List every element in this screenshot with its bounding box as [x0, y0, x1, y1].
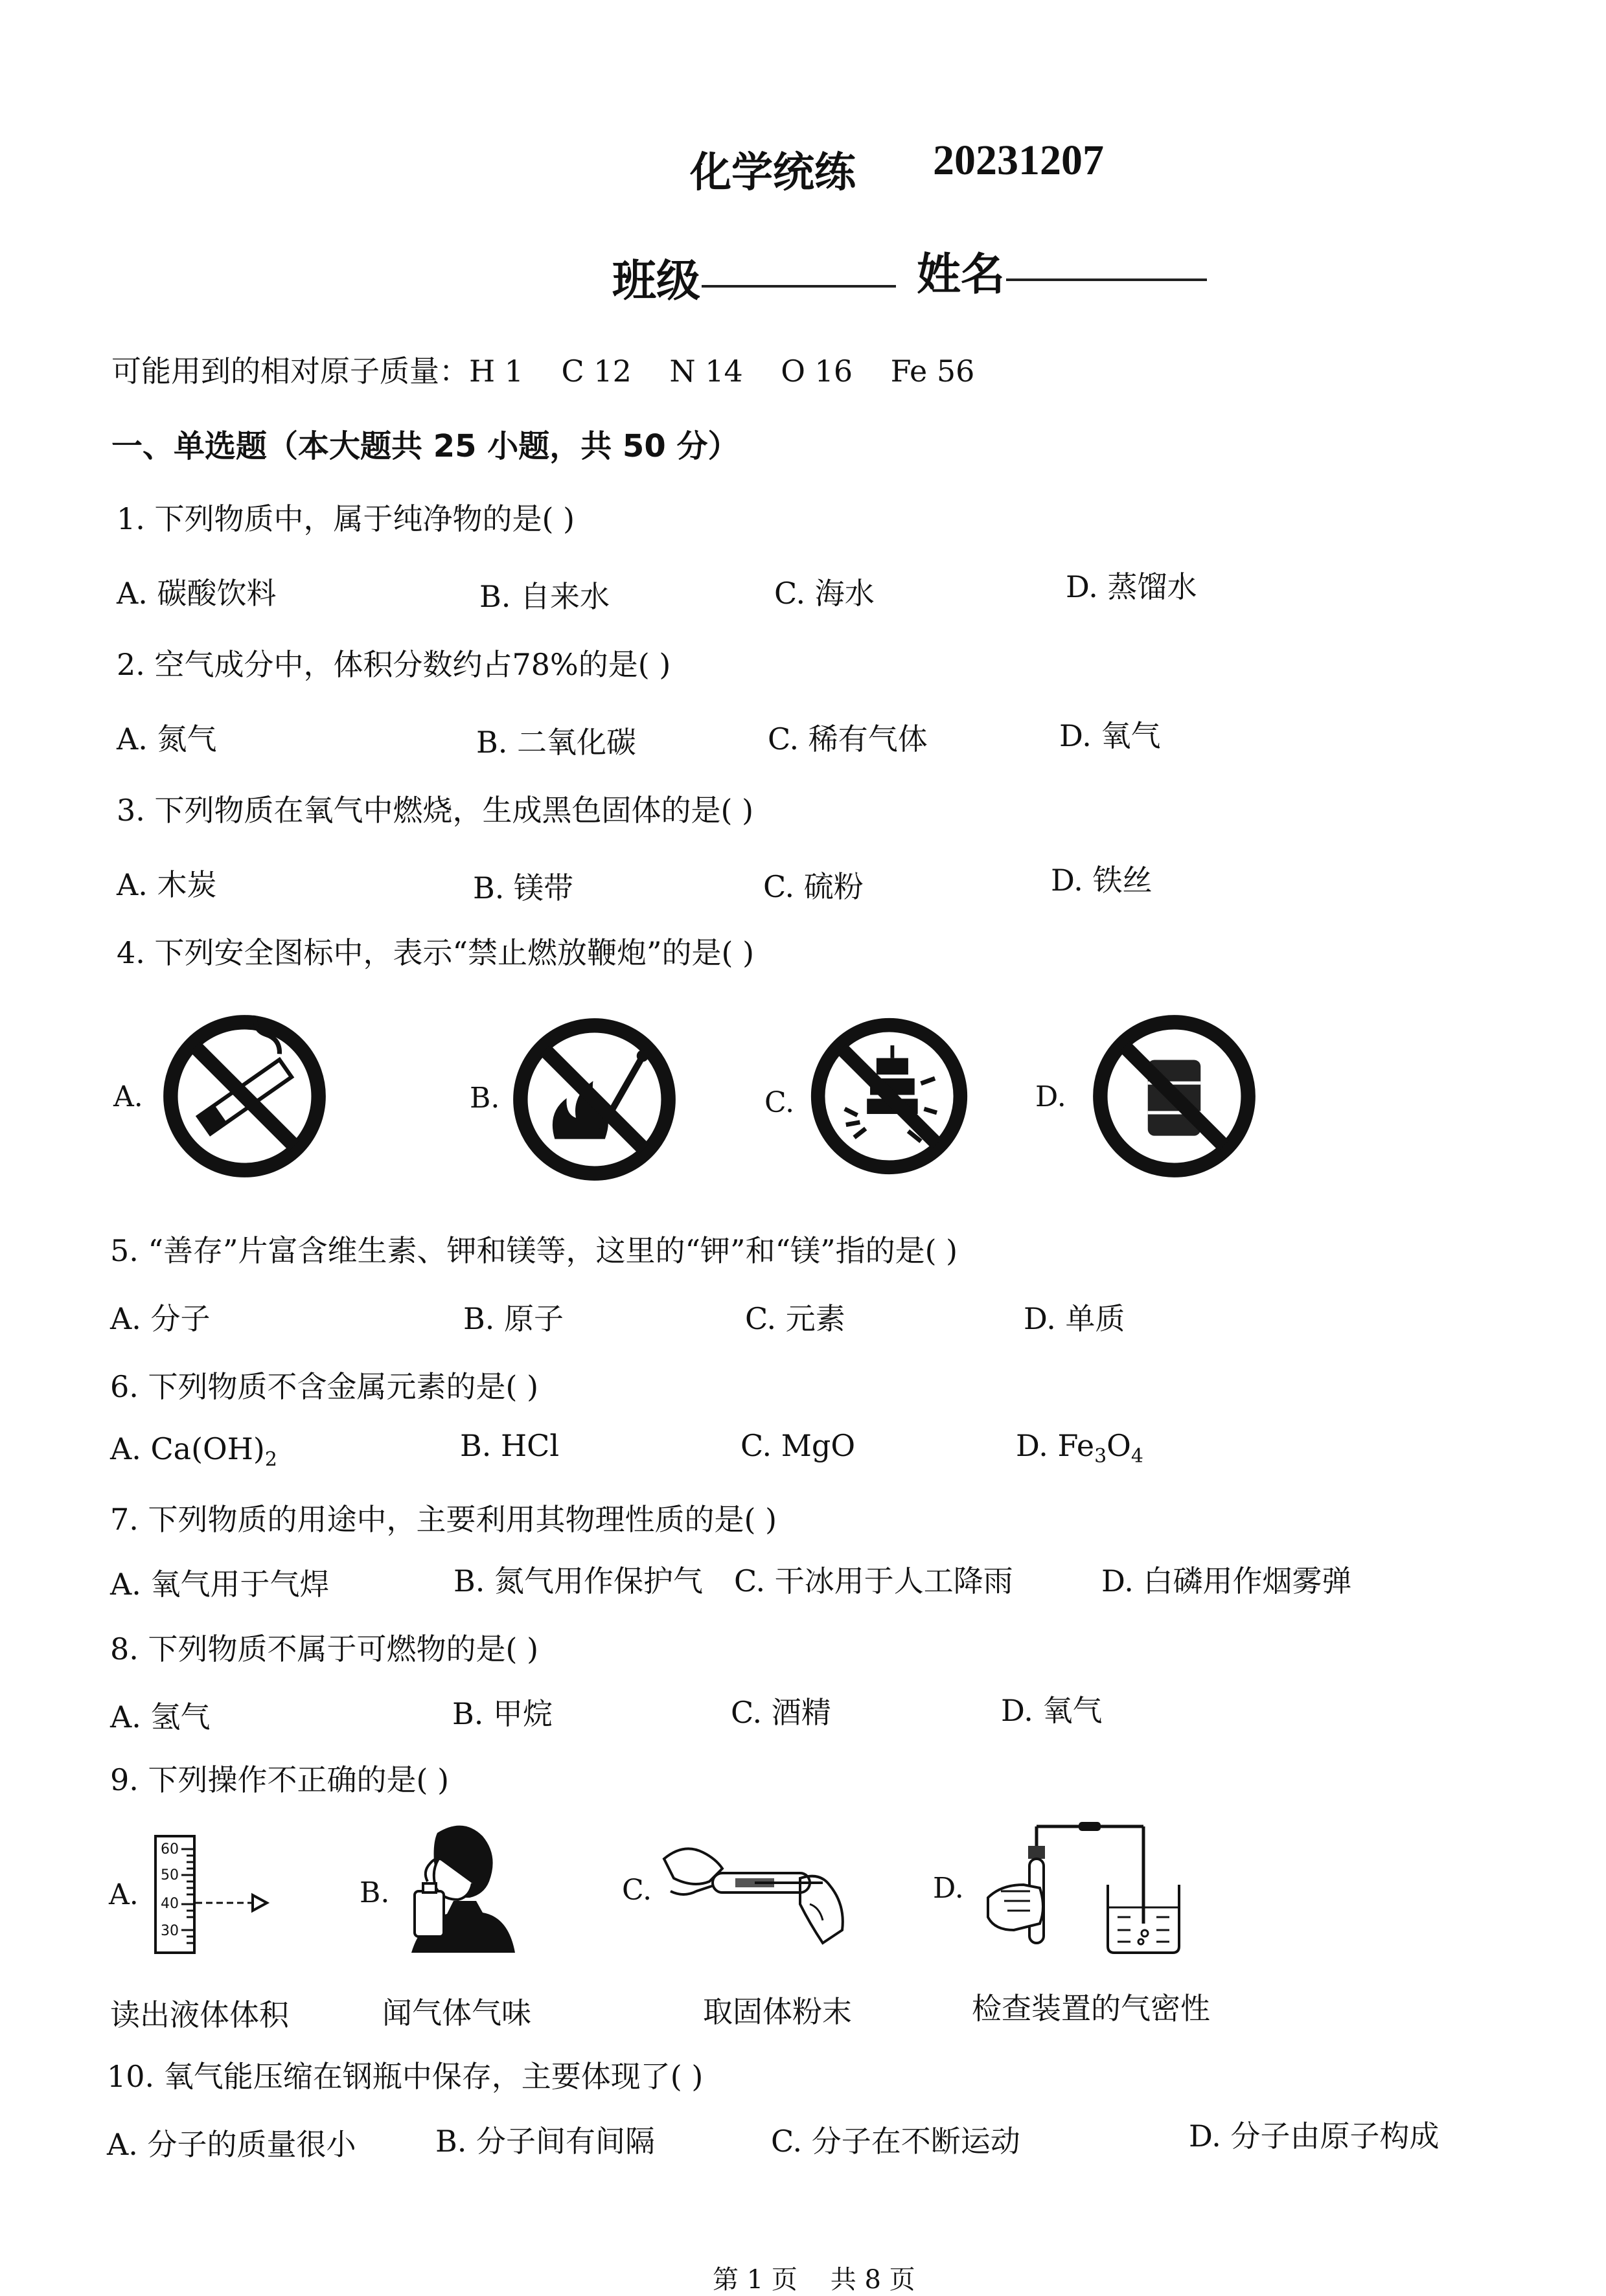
q10-option-a[interactable]: A. 分子的质量很小 [107, 2127, 356, 2162]
question-6-stem: 6. 下列物质不含金属元素的是( ) [110, 1369, 539, 1404]
question-5-stem: 5. “善存”片富含维生素、钾和镁等，这里的“钾”和“镁”指的是( ) [110, 1233, 958, 1268]
question-2-stem: 2. 空气成分中，体积分数约占78%的是( ) [117, 647, 671, 682]
q8-option-a[interactable]: A. 氢气 [110, 1699, 211, 1734]
q7-option-d[interactable]: D. 白磷用作烟雾弹 [1101, 1563, 1352, 1598]
no-smoking-icon[interactable] [159, 1010, 330, 1182]
exam-date: 20231207 [933, 137, 1104, 184]
test-tube-powder-icon[interactable] [651, 1833, 858, 1949]
question-4-stem: 4. 下列安全图标中，表示“禁止燃放鞭炮”的是( ) [117, 935, 755, 970]
q1-option-b[interactable]: B. 自来水 [479, 579, 610, 614]
question-3-stem: 3. 下列物质在氧气中燃烧，生成黑色固体的是( ) [117, 793, 754, 828]
question-10-stem: 10. 氧气能压缩在钢瓶中保存，主要体现了( ) [107, 2059, 704, 2094]
no-open-flame-icon[interactable] [509, 1014, 680, 1185]
q3-option-b[interactable]: B. 镁带 [473, 870, 574, 905]
atomic-masses: 可能用到的相对原子质量：H 1 C 12 N 14 O 16 Fe 56 [111, 354, 975, 389]
q8-option-c[interactable]: C. 酒精 [731, 1695, 831, 1730]
q4-option-c-label[interactable]: C. [764, 1086, 795, 1119]
q7-option-a[interactable]: A. 氧气用于气焊 [110, 1567, 330, 1602]
cylinder-tick-30: 30 [161, 1923, 179, 1939]
name-label: 姓名 [917, 249, 1005, 301]
q9-caption-c: 取固体粉末 [703, 1994, 852, 2029]
cylinder-tick-50: 50 [161, 1867, 179, 1883]
question-7-stem: 7. 下列物质的用途中，主要利用其物理性质的是( ) [110, 1502, 777, 1537]
q9-option-a-label[interactable]: A. [109, 1878, 139, 1911]
question-9-stem: 9. 下列操作不正确的是( ) [110, 1762, 450, 1797]
class-blank[interactable] [702, 278, 896, 288]
question-8-stem: 8. 下列物质不属于可燃物的是( ) [110, 1631, 539, 1666]
q5-option-b[interactable]: B. 原子 [463, 1301, 564, 1336]
graduated-cylinder-icon[interactable] [149, 1833, 279, 1956]
q6-option-d[interactable]: D. $Fe_3O_4$ [1016, 1428, 1143, 1468]
q2-option-a[interactable]: A. 氮气 [117, 722, 217, 756]
q2-option-c[interactable]: C. 稀有气体 [768, 722, 928, 756]
q4-option-d-label[interactable]: D. [1035, 1080, 1066, 1113]
q2-option-d[interactable]: D. 氧气 [1059, 718, 1161, 753]
airtightness-check-icon[interactable] [975, 1820, 1189, 1959]
q9-caption-a: 读出液体体积 [110, 1997, 289, 2032]
q9-option-d-label[interactable]: D. [933, 1872, 964, 1905]
smelling-gas-icon[interactable] [392, 1820, 515, 1953]
q9-caption-d: 检查装置的气密性 [972, 1991, 1210, 2026]
q9-caption-b: 闻气体气味 [382, 1995, 531, 2030]
q10-option-c[interactable]: C. 分子在不断运动 [771, 2124, 1020, 2159]
q5-option-d[interactable]: D. 单质 [1024, 1301, 1125, 1336]
q7-option-c[interactable]: C. 干冰用于人工降雨 [734, 1563, 1013, 1598]
q3-option-a[interactable]: A. 木炭 [117, 867, 217, 902]
q6-option-a[interactable]: A. $Ca(OH)_2$ [110, 1431, 277, 1472]
q9-option-b-label[interactable]: B. [360, 1876, 390, 1909]
q2-option-b[interactable]: B. 二氧化碳 [476, 725, 637, 760]
cylinder-tick-40: 40 [161, 1896, 179, 1912]
q5-option-c[interactable]: C. 元素 [745, 1301, 845, 1336]
q5-option-a[interactable]: A. 分子 [110, 1301, 211, 1336]
exam-title: 化学统练 [690, 149, 856, 197]
page-footer: 第 1 页 共 8 页 [713, 2265, 915, 2295]
name-blank[interactable] [1006, 272, 1207, 281]
no-flammable-barrel-icon[interactable] [1088, 1010, 1260, 1182]
q1-option-d[interactable]: D. 蒸馏水 [1066, 569, 1197, 604]
q3-option-c[interactable]: C. 硫粉 [763, 869, 864, 904]
q1-option-a[interactable]: A. 碳酸饮料 [117, 576, 277, 611]
q10-option-d[interactable]: D. 分子由原子构成 [1189, 2119, 1440, 2154]
q7-option-b[interactable]: B. 氮气用作保护气 [453, 1563, 704, 1598]
q8-option-b[interactable]: B. 甲烷 [452, 1696, 553, 1731]
no-firecrackers-icon[interactable] [807, 1014, 972, 1179]
q6-option-c[interactable]: C. MgO [740, 1428, 856, 1463]
q1-option-c[interactable]: C. 海水 [774, 576, 875, 611]
class-label: 班级 [612, 256, 701, 307]
q10-option-b[interactable]: B. 分子间有间隔 [435, 2124, 656, 2159]
cylinder-tick-60: 60 [161, 1841, 179, 1858]
q3-option-d[interactable]: D. 铁丝 [1051, 863, 1153, 898]
q6-option-b[interactable]: B. HCl [460, 1428, 560, 1463]
q9-option-c-label[interactable]: C. [622, 1874, 652, 1907]
q4-option-a-label[interactable]: A. [113, 1080, 143, 1113]
q8-option-d[interactable]: D. 氧气 [1001, 1693, 1103, 1728]
section-title: 一、单选题（本大题共 25 小题，共 50 分） [111, 428, 739, 464]
q4-option-b-label[interactable]: B. [470, 1082, 500, 1115]
question-1-stem: 1. 下列物质中，属于纯净物的是( ) [117, 501, 575, 536]
